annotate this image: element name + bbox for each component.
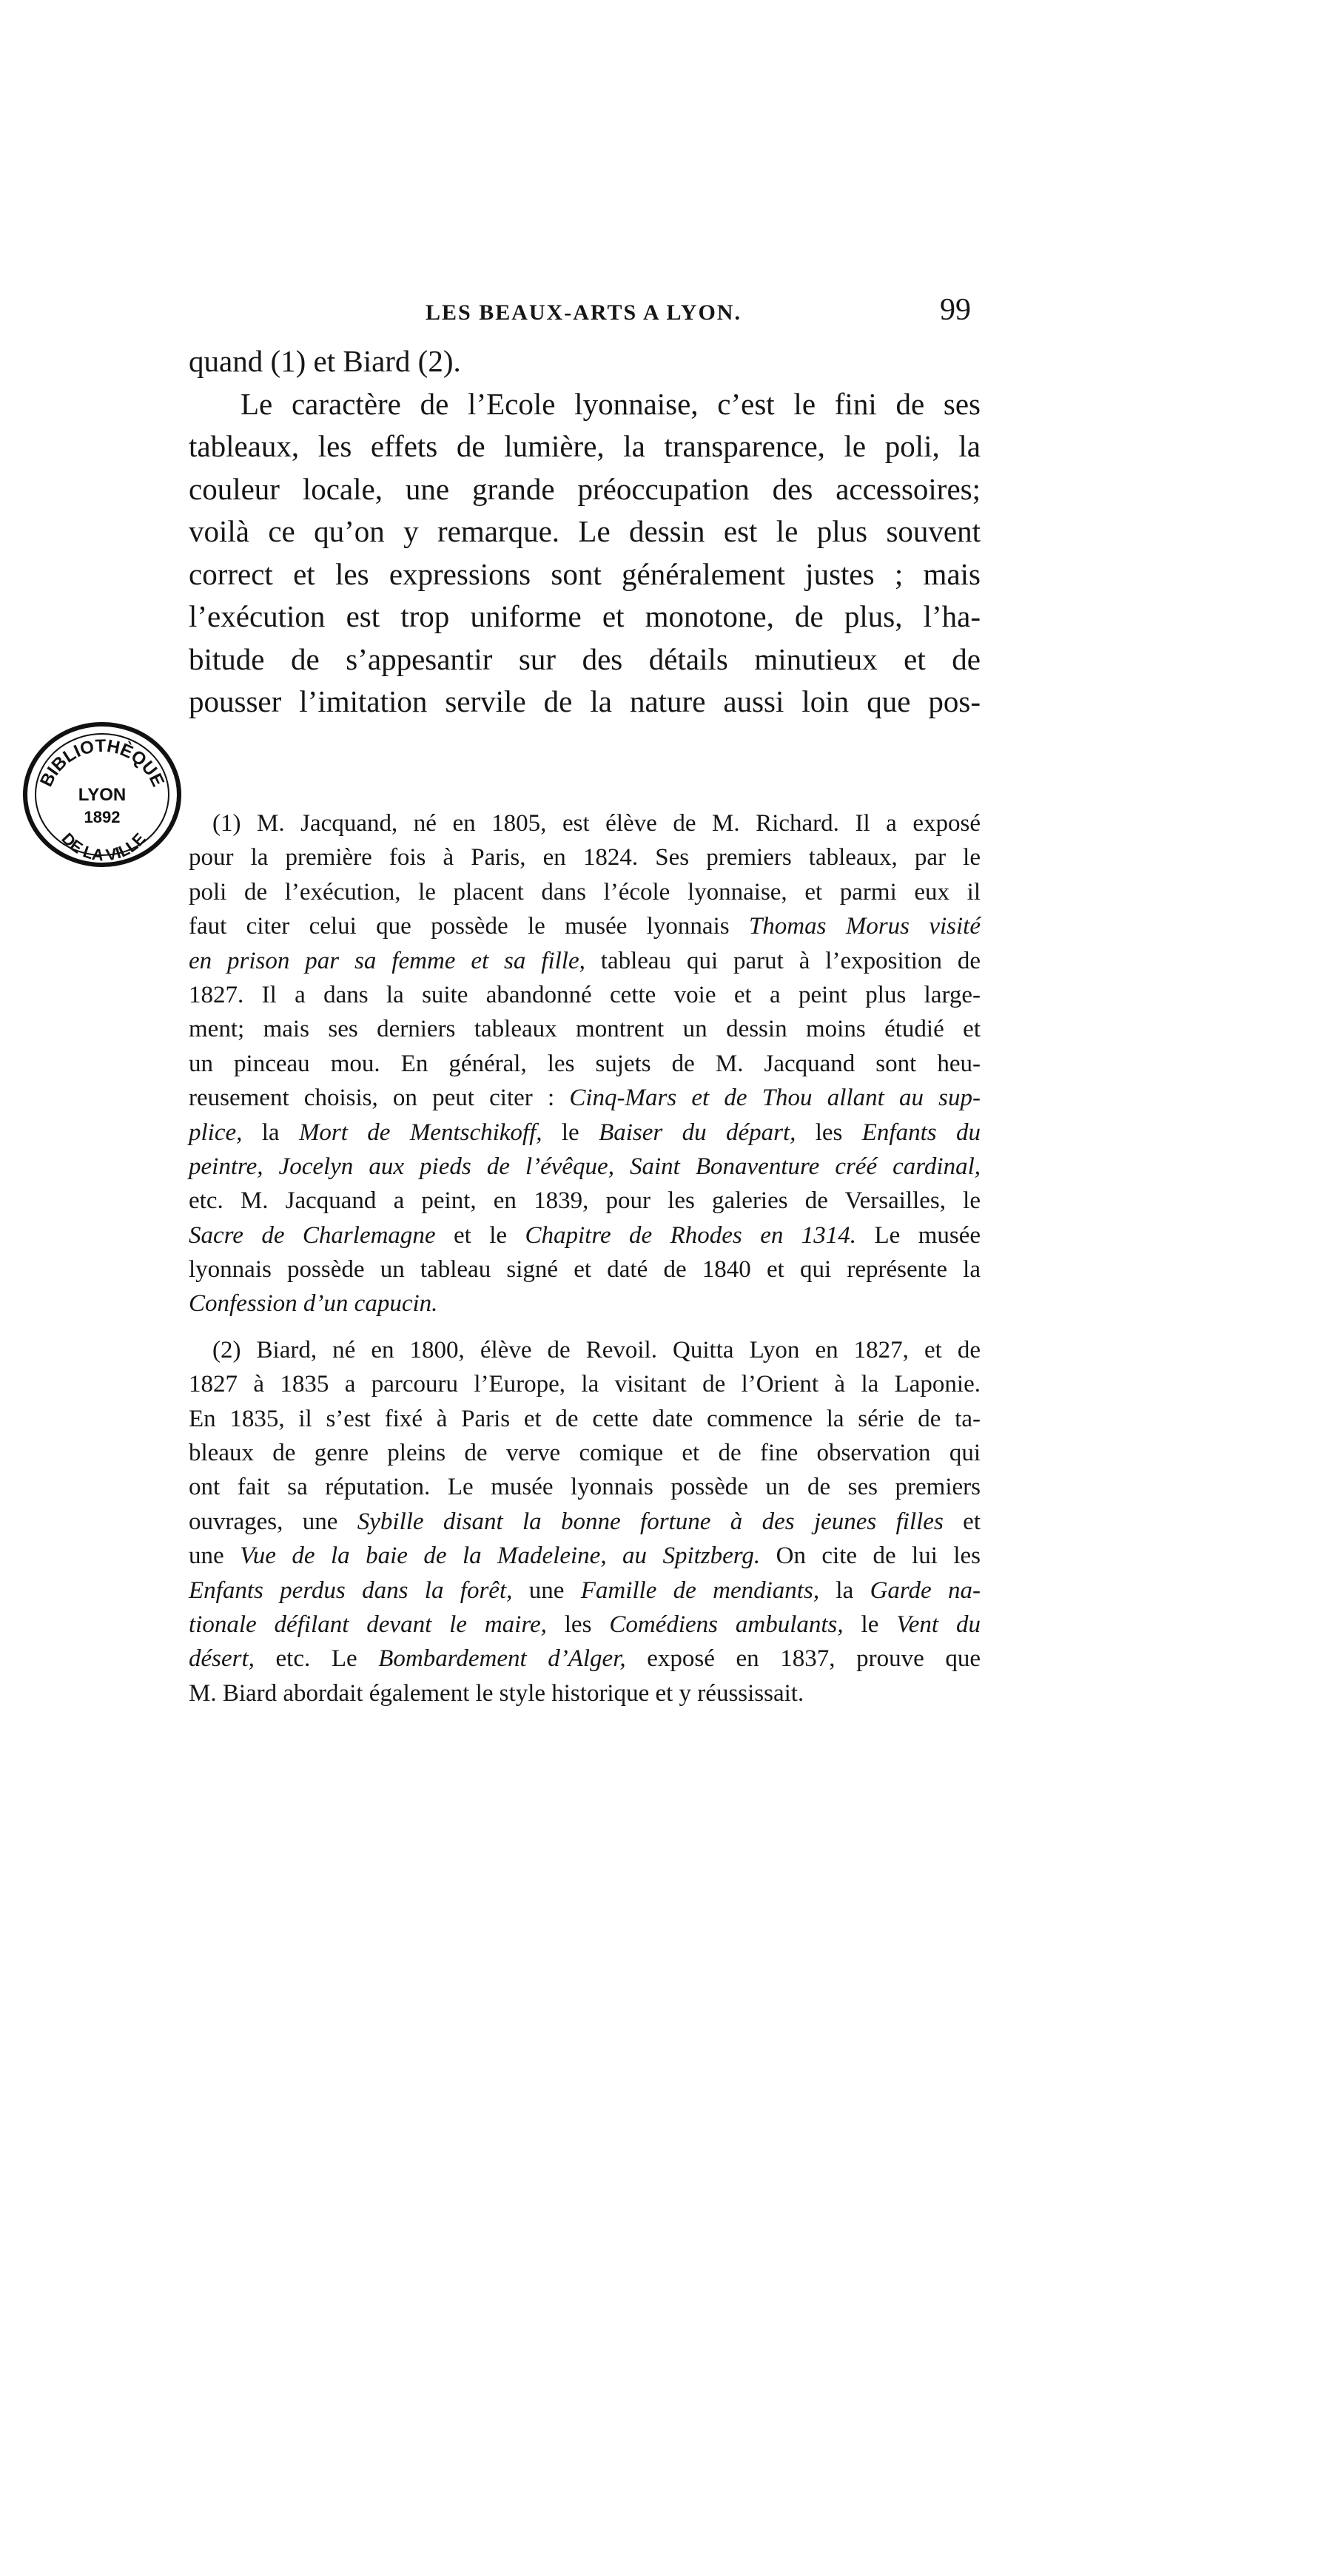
- footnote-1: [189, 806, 981, 1321]
- footnote-line: ont fait sa réputation. Le musée lyonnais possède un de ses premiers: [189, 1474, 981, 1501]
- footnote-line: ment; mais ses derniers tableaux montrent un dessin moins étudié et: [189, 1016, 981, 1043]
- page-number: 99: [940, 293, 971, 327]
- footnote-gap: [189, 1321, 981, 1333]
- running-title: LES BEAUX-ARTS A LYON.: [426, 300, 742, 325]
- footnote-line: ouvrages, une Sybille disant la bonne fortune à des jeunes filles et: [189, 1508, 981, 1535]
- footnote-line: poli de l’exécution, le placent dans l’école lyonnaise, et parmi eux il: [189, 878, 981, 906]
- footnote-line: 1827 à 1835 a parcouru l’Europe, la visitant de l’Orient à la Laponie.: [189, 1371, 981, 1398]
- stamp-center-line: 1892: [84, 808, 121, 826]
- footnote-line: peintre, Jocelyn aux pieds de l’évêque, Saint Bonaventure créé cardinal,: [189, 1153, 981, 1180]
- main-text-line: tableaux, les effets de lumière, la transparence, le poli, la: [189, 429, 981, 463]
- main-text-line: l’exécution est trop uniforme et monotone, de plus, l’ha-: [189, 599, 981, 633]
- running-head: [0, 294, 1338, 339]
- footnote-line: tionale défilant devant le maire, les Comédiens ambulants, le Vent du: [189, 1611, 981, 1638]
- stamp-center-line: LYON: [78, 785, 127, 805]
- footnote-line: Sacre de Charlemagne et le Chapitre de Rhodes en 1314. Le musée: [189, 1221, 981, 1249]
- main-text-line: Le caractère de l’Ecole lyonnaise, c’est le fini de ses: [241, 386, 981, 421]
- footnote-line: Confession d’un capucin.: [189, 1290, 438, 1318]
- footnotes: [189, 806, 981, 1710]
- footnote-line: en prison par sa femme et sa fille, tableau qui parut à l’exposition de: [189, 947, 981, 974]
- main-text-line: correct et les expressions sont généralement justes ; mais: [189, 556, 981, 591]
- footnote-2: [189, 1333, 981, 1710]
- footnote-line: une Vue de la baie de la Madeleine, au Spitzberg. On cite de lui les: [189, 1542, 981, 1570]
- footnote-line: 1827. Il a dans la suite abandonné cette voie et a peint plus large-: [189, 981, 981, 1008]
- main-text-line: quand (1) et Biard (2).: [189, 344, 461, 378]
- main-text: [189, 340, 981, 724]
- main-text-line: bitude de s’appesantir sur des détails minutieux et de: [189, 641, 981, 676]
- library-stamp: [16, 718, 188, 873]
- footnote-line: plice, la Mort de Mentschikoff, le Baiser du départ, les Enfants du: [189, 1119, 981, 1146]
- main-text-line: voilà ce qu’on y remarque. Le dessin est le plus souvent: [189, 514, 981, 548]
- footnote-line: reusement choisis, on peut citer : Cinq-Mars et de Thou allant au sup-: [189, 1085, 981, 1112]
- footnote-line: (2) Biard, né en 1800, élève de Revoil. Quitta Lyon en 1827, et de: [212, 1336, 981, 1363]
- footnote-line: En 1835, il s’est fixé à Paris et de cette date commence la série de ta-: [189, 1405, 981, 1432]
- main-text-line: couleur locale, une grande préoccupation des accessoires;: [189, 471, 981, 506]
- footnote-line: Enfants perdus dans la forêt, une Famille de mendiants, la Garde na-: [189, 1577, 981, 1604]
- footnote-line: désert, etc. Le Bombardement d’Alger, exposé en 1837, prouve que: [189, 1645, 981, 1673]
- footnote-line: lyonnais possède un tableau signé et daté de 1840 et qui représente la: [189, 1256, 981, 1284]
- footnote-line: bleaux de genre pleins de verve comique et de fine observation qui: [189, 1440, 981, 1467]
- stamp-top-text: BIBLIOTHÈQUE: [36, 735, 169, 790]
- stamp-bottom-text: DE LA VILLE: [58, 829, 149, 865]
- footnote-line: (1) M. Jacquand, né en 1805, est élève de M. Richard. Il a exposé: [212, 810, 981, 837]
- footnote-line: faut citer celui que possède le musée lyonnais Thomas Morus visité: [189, 913, 981, 940]
- library-stamp-icon: [16, 718, 188, 873]
- footnote-line: pour la première fois à Paris, en 1824. Ses premiers tableaux, par le: [189, 844, 981, 871]
- footnote-line: M. Biard abordait également le style historique et y réussissait.: [189, 1679, 804, 1707]
- footnote-line: etc. M. Jacquand a peint, en 1839, pour les galeries de Versailles, le: [189, 1187, 981, 1215]
- main-text-line: pousser l’imitation servile de la nature aussi loin que pos-: [189, 684, 981, 718]
- footnote-line: un pinceau mou. En général, les sujets de M. Jacquand sont heu-: [189, 1050, 981, 1077]
